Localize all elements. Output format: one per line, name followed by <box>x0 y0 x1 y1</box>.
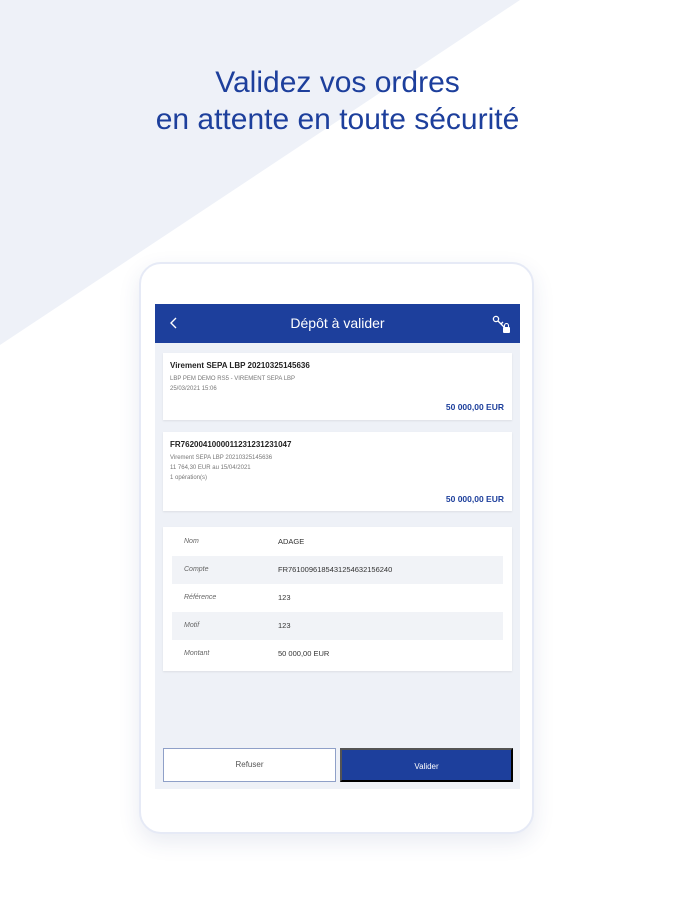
detail-label: Compte <box>184 566 209 573</box>
detail-row-reference <box>172 584 503 612</box>
order-card-amount: 50 000,00 EUR <box>445 402 504 412</box>
order-card[interactable] <box>163 432 512 511</box>
chevron-left-icon <box>169 317 179 329</box>
app-title: Dépôt à valider <box>290 315 385 331</box>
order-card-line: LBP PEM DEMO RS5 - VIREMENT SEPA LBP <box>170 376 296 382</box>
order-card[interactable] <box>163 353 512 420</box>
order-details <box>163 527 512 671</box>
detail-value: 50 000,00 EUR <box>278 649 330 658</box>
headline-line-2: en attente en toute sécurité <box>155 103 520 136</box>
app-screen <box>155 304 520 789</box>
detail-row-compte <box>172 556 503 584</box>
detail-value: 123 <box>278 593 291 602</box>
key-lock-button[interactable] <box>490 313 512 335</box>
order-card-title: FR7620041000011231231231047 <box>170 440 292 449</box>
order-card-line: 1 opération(s) <box>170 475 208 481</box>
detail-label: Référence <box>184 594 217 601</box>
order-card-line: 25/03/2021 15:06 <box>170 386 217 392</box>
back-button[interactable] <box>163 312 185 334</box>
detail-value: FR7610096185431254632156240 <box>278 565 393 574</box>
order-card-title: Virement SEPA LBP 20210325145636 <box>170 361 310 370</box>
detail-value: 123 <box>278 621 291 630</box>
refuse-button[interactable]: Refuser <box>163 748 336 782</box>
order-card-amount: 50 000,00 EUR <box>445 494 504 504</box>
order-card-line: 11 764,30 EUR au 15/04/2021 <box>170 465 251 471</box>
detail-row-nom <box>172 528 503 556</box>
headline-line-1: Validez vos ordres <box>215 66 460 99</box>
detail-value: ADAGE <box>278 537 305 546</box>
detail-row-montant <box>172 640 503 668</box>
detail-label: Montant <box>184 650 210 657</box>
detail-label: Nom <box>184 538 199 545</box>
key-lock-icon <box>490 313 512 335</box>
detail-label: Motif <box>184 622 200 629</box>
headline <box>0 64 675 138</box>
order-card-line: Virement SEPA LBP 20210325145636 <box>170 455 273 461</box>
app-header <box>155 304 520 343</box>
detail-row-motif <box>172 612 503 640</box>
validate-button[interactable]: Valider <box>340 748 513 782</box>
